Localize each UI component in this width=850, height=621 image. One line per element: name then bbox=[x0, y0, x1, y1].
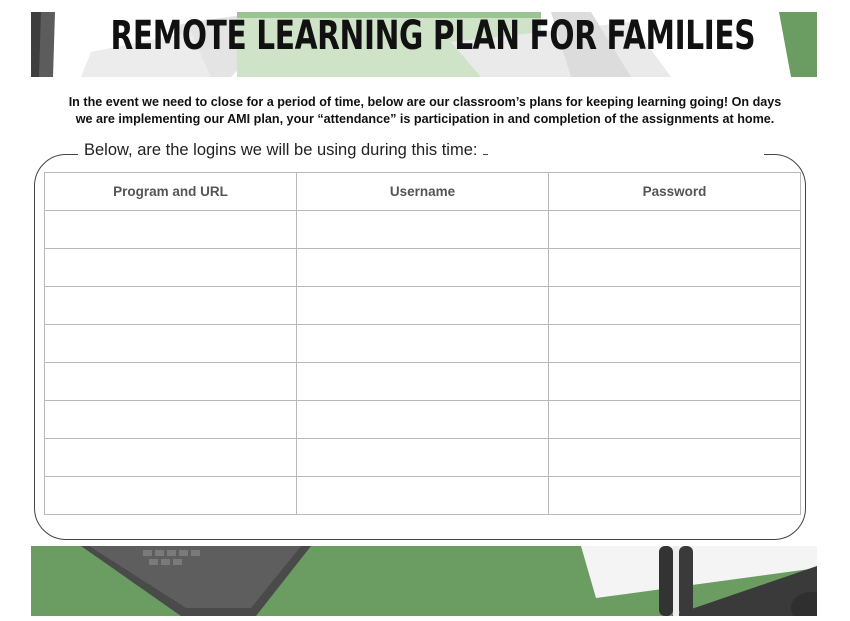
intro-line-2: we are implementing our AMI plan, your “attendance” is participation in and completion of the assignments at home. bbox=[75, 112, 775, 126]
table-row bbox=[45, 211, 801, 249]
table-header-row bbox=[45, 173, 801, 211]
intro-line-1: In the event we need to close for a period of time, below are our classroom’s plans for keeping learning going! On days bbox=[68, 95, 782, 109]
column-header-username: Username bbox=[297, 173, 549, 211]
column-header-program: Program and URL bbox=[45, 173, 297, 211]
program-cell[interactable] bbox=[45, 325, 297, 363]
table-row bbox=[45, 439, 801, 477]
frame-gap bbox=[488, 146, 764, 162]
table-row bbox=[45, 325, 801, 363]
page-title: REMOTE LEARNING PLAN FOR FAMILIES bbox=[110, 13, 756, 59]
footer-decorative-image bbox=[31, 546, 817, 616]
table-row bbox=[45, 363, 801, 401]
username-cell[interactable] bbox=[297, 211, 549, 249]
program-cell[interactable] bbox=[45, 439, 297, 477]
password-cell[interactable] bbox=[549, 363, 801, 401]
username-cell[interactable] bbox=[297, 439, 549, 477]
password-cell[interactable] bbox=[549, 477, 801, 515]
program-cell[interactable] bbox=[45, 211, 297, 249]
username-cell[interactable] bbox=[297, 401, 549, 439]
table-row bbox=[45, 477, 801, 515]
program-cell[interactable] bbox=[45, 363, 297, 401]
column-header-password: Password bbox=[549, 173, 801, 211]
frame-caption: Below, are the logins we will be using during this time: bbox=[78, 141, 483, 160]
program-cell[interactable] bbox=[45, 249, 297, 287]
username-cell[interactable] bbox=[297, 477, 549, 515]
password-cell[interactable] bbox=[549, 439, 801, 477]
username-cell[interactable] bbox=[297, 249, 549, 287]
intro-paragraph bbox=[18, 94, 832, 128]
program-cell[interactable] bbox=[45, 287, 297, 325]
username-cell[interactable] bbox=[297, 363, 549, 401]
password-cell[interactable] bbox=[549, 287, 801, 325]
table-row bbox=[45, 401, 801, 439]
program-cell[interactable] bbox=[45, 401, 297, 439]
table-row bbox=[45, 287, 801, 325]
password-cell[interactable] bbox=[549, 249, 801, 287]
logins-table bbox=[44, 172, 801, 515]
program-cell[interactable] bbox=[45, 477, 297, 515]
table-row bbox=[45, 249, 801, 287]
password-cell[interactable] bbox=[549, 211, 801, 249]
password-cell[interactable] bbox=[549, 325, 801, 363]
password-cell[interactable] bbox=[549, 401, 801, 439]
username-cell[interactable] bbox=[297, 287, 549, 325]
username-cell[interactable] bbox=[297, 325, 549, 363]
